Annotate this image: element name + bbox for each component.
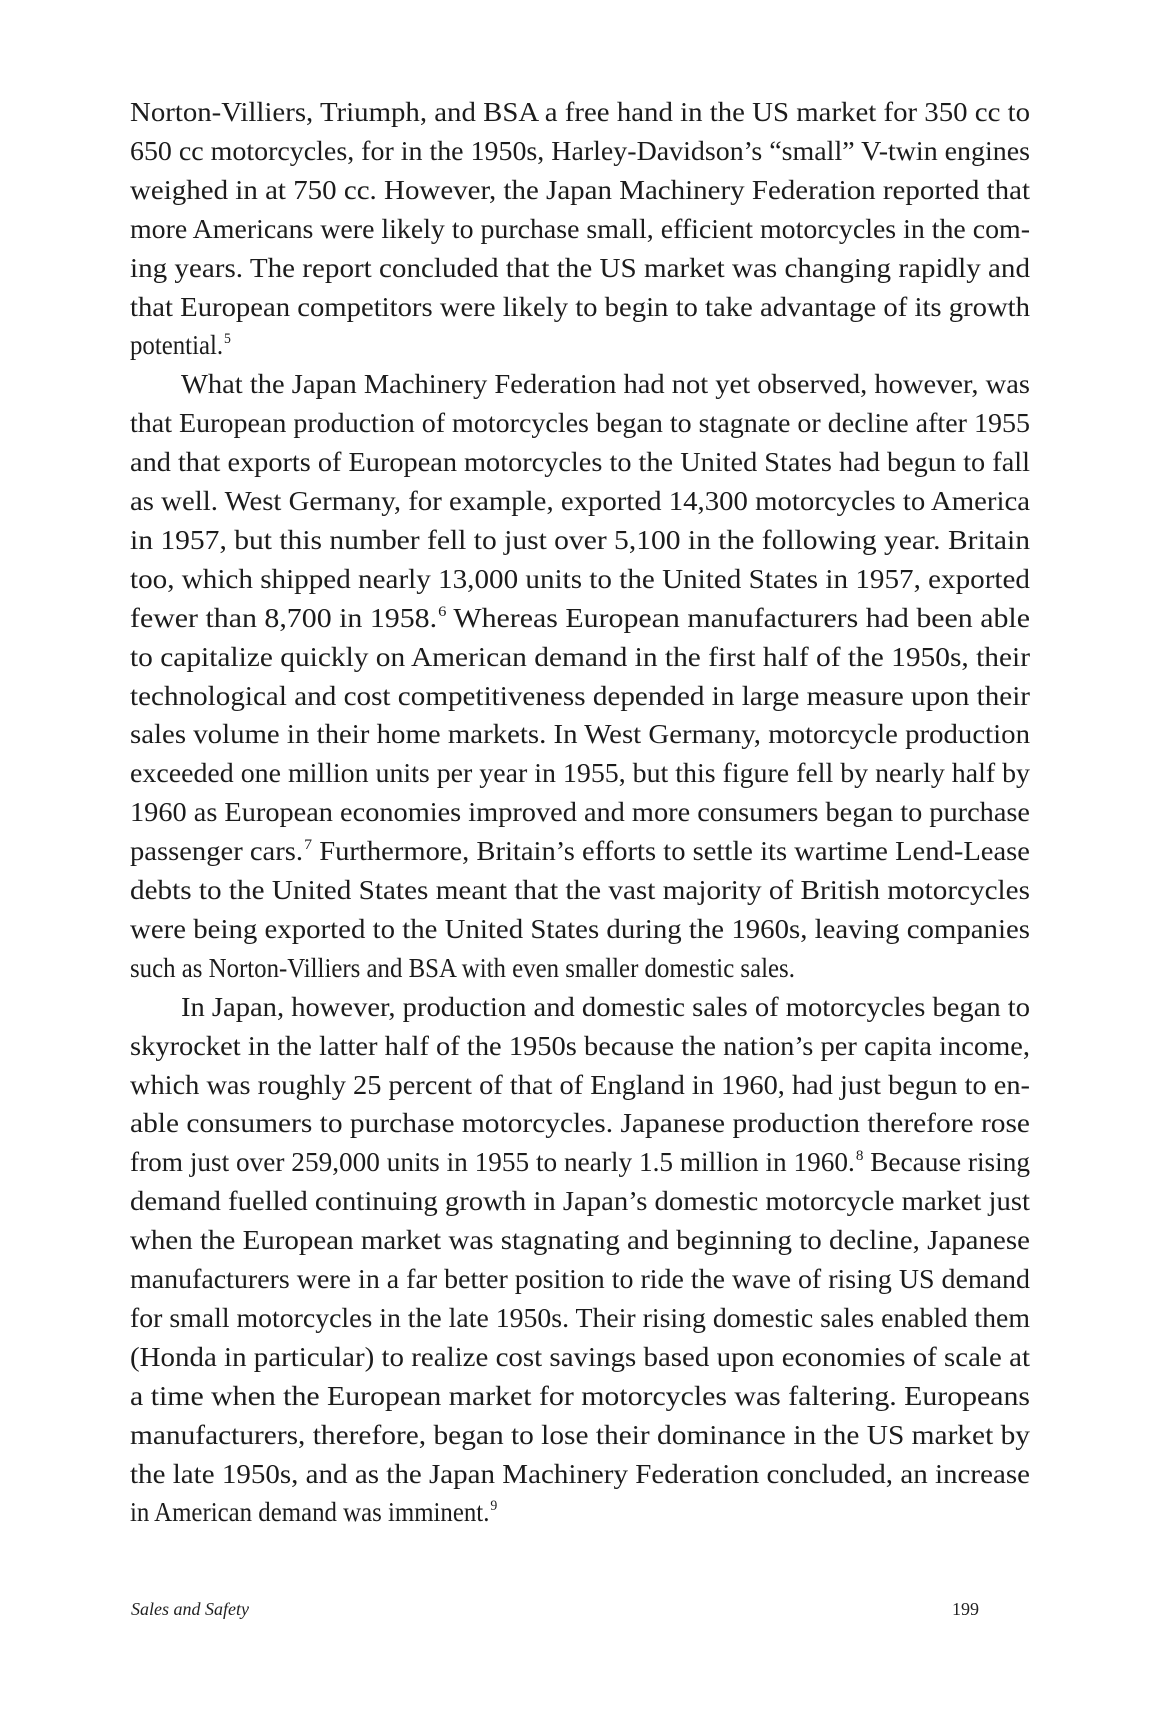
line-text: demand fuelled continuing growth in Japan’s domestic motorcycle market just — [130, 1186, 1030, 1217]
line-text: too, which shipped nearly 13,000 units to the United States in 1957, exported — [130, 563, 1030, 594]
line-text: technological and cost competitiveness depended in large measure upon their — [130, 680, 1030, 711]
text-line — [130, 171, 1030, 210]
text-line — [130, 715, 1030, 754]
footnote-marker[interactable]: 5 — [224, 331, 231, 348]
footnote-marker[interactable]: 7 — [304, 837, 313, 854]
text-line — [130, 560, 1030, 599]
text-line — [130, 1416, 1030, 1455]
line-text: that European production of motorcycles began to stagnate or decline after 1955 — [130, 408, 1030, 439]
text-line — [130, 210, 1030, 249]
line-text: such as Norton-Villiers and BSA with even smaller domestic sales. — [130, 952, 795, 983]
text-line — [130, 443, 1030, 482]
text-line — [130, 1455, 1030, 1494]
text-line — [130, 288, 1030, 327]
text-line — [130, 638, 1030, 677]
line-text: more Americans were likely to purchase small, efficient motorcycles in the com- — [130, 213, 1030, 244]
text-line — [130, 1066, 1030, 1105]
text-line — [130, 871, 1030, 910]
footnote-marker[interactable]: 6 — [438, 603, 447, 620]
line-text: which was roughly 25 percent of that of England in 1960, had just begun to en- — [130, 1069, 1030, 1100]
text-line — [130, 1221, 1030, 1260]
text-line — [130, 1377, 1030, 1416]
running-footer-title: Sales and Safety — [131, 1599, 249, 1619]
line-text: sales volume in their home markets. In West Germany, motorcycle production — [130, 719, 1030, 750]
line-text: from just over 259,000 units in 1955 to nearly 1.5 million in 1960.$^8$ Because rising — [130, 1147, 1030, 1178]
line-text: a time when the European market for motorcycles was faltering. Europeans — [130, 1380, 1030, 1411]
text-line — [130, 1027, 1030, 1066]
text-line — [130, 404, 1030, 443]
footnote-marker[interactable]: 9 — [490, 1498, 498, 1515]
text-line — [181, 988, 1030, 1027]
text-line — [130, 1493, 1030, 1532]
line-text: (Honda in particular) to realize cost savings based upon economies of scale at — [130, 1341, 1030, 1372]
text-line — [130, 1182, 1030, 1221]
line-text: 1960 as European economies improved and more consumers began to purchase — [130, 797, 1030, 828]
text-line — [130, 1299, 1030, 1338]
text-line — [130, 132, 1030, 171]
line-text: as well. West Germany, for example, exported 14,300 motorcycles to America — [130, 486, 1030, 516]
line-text: debts to the United States meant that the vast majority of British motorcycles — [130, 875, 1030, 905]
line-text: for small motorcycles in the late 1950s. Their rising domestic sales enabled them — [130, 1302, 1030, 1333]
line-text: potential.$^5$ — [130, 330, 231, 361]
line-text: What the Japan Machinery Federation had not yet observed, however, was — [181, 369, 1030, 400]
line-text: exceeded one million units per year in 1955, but this figure fell by nearly half by — [130, 758, 1030, 789]
line-text: the late 1950s, and as the Japan Machinery Federation concluded, an increase — [130, 1458, 1030, 1489]
line-text: Norton-Villiers, Triumph, and BSA a free hand in the US market for 350 cc to — [130, 97, 1030, 127]
text-line — [130, 754, 1030, 793]
line-text: when the European market was stagnating and beginning to decline, Japanese — [130, 1225, 1030, 1256]
text-line — [130, 1104, 1030, 1143]
text-line — [130, 482, 1030, 521]
line-text: to capitalize quickly on American demand in the first half of the 1950s, their — [130, 641, 1030, 672]
line-text: that European competitors were likely to begin to take advantage of its growth — [130, 291, 1030, 322]
line-text: skyrocket in the latter half of the 1950s because the nation’s per capita income, — [130, 1030, 1030, 1061]
text-line — [130, 326, 1030, 365]
text-line — [130, 1260, 1030, 1299]
text-line — [130, 677, 1030, 716]
line-text: In Japan, however, production and domestic sales of motorcycles began to — [181, 991, 1030, 1022]
line-text: fewer than 8,700 in 1958.$^6$ Whereas European manufacturers had been able — [130, 602, 1030, 633]
text-line — [130, 793, 1030, 832]
line-text: 650 cc motorcycles, for in the 1950s, Harley-Davidson’s “small” V-twin engines — [130, 135, 1030, 166]
footnote-marker[interactable]: 8 — [855, 1148, 864, 1165]
line-text: weighed in at 750 cc. However, the Japan Machinery Federation reported that — [130, 174, 1030, 205]
text-line — [181, 365, 1030, 404]
text-line — [130, 93, 1030, 132]
line-text: and that exports of European motorcycles to the United States had begun to fall — [130, 447, 1030, 478]
line-text: in 1957, but this number fell to just over 5,100 in the following year. Britain — [130, 524, 1030, 555]
line-text: in American demand was imminent.$^9$ — [130, 1497, 498, 1528]
line-text: manufacturers were in a far better position to ride the wave of rising US demand — [130, 1264, 1030, 1294]
line-text: able consumers to purchase motorcycles. Japanese production therefore rose — [130, 1108, 1030, 1139]
text-line — [130, 832, 1030, 871]
text-line — [130, 910, 1030, 949]
text-line — [130, 249, 1030, 288]
line-text: manufacturers, therefore, began to lose their dominance in the US market by — [130, 1419, 1030, 1450]
text-line — [130, 599, 1030, 638]
line-text: passenger cars.$^7$ Furthermore, Britain’s efforts to settle its wartime Lend-Lease — [130, 836, 1030, 867]
line-text: were being exported to the United States during the 1960s, leaving companies — [130, 913, 1030, 944]
text-line — [130, 949, 1030, 988]
page-number: 199 — [952, 1599, 979, 1619]
line-text: ing years. The report concluded that the US market was changing rapidly and — [130, 252, 1030, 283]
text-line — [130, 521, 1030, 560]
text-line — [130, 1338, 1030, 1377]
text-line — [130, 1143, 1030, 1182]
